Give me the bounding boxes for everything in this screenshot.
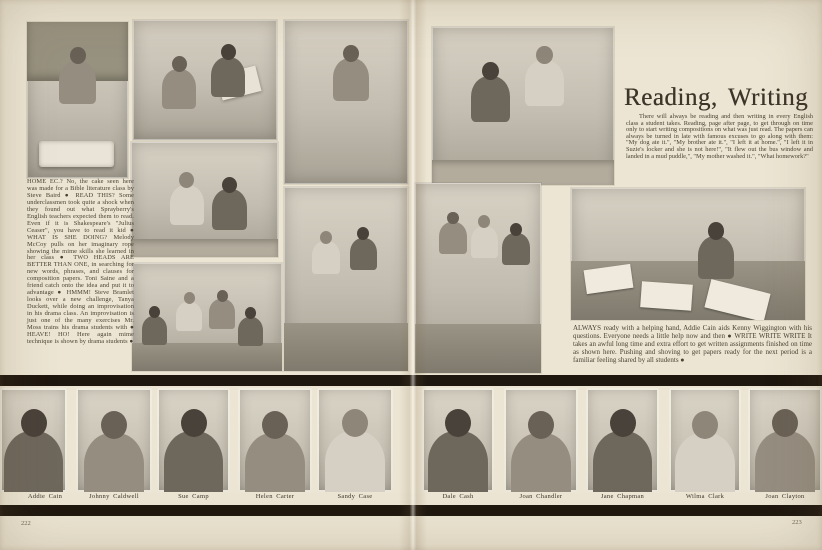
photo-students-writing bbox=[131, 142, 278, 257]
portrait-johnny-caldwell bbox=[76, 388, 152, 492]
article-left-column: HOME EC.? No, the cake seen here was made for a Bible literature class by Steve Baird ● READ THIS? Some underclassmen took quite a shock when they found out what Sprayberry's English teachers expected them to read. Even if it is Shakespeare's "Julius Ceaser", you have to read it kid ● WHAT IS SHE DOING? Melody McCoy pulls on her imaginary rope showing the mime skills she learned in her class ● TWO HEADS ARE BETTER THAN ONE, in searching for new words, phrases, and clauses for composition papers. Toni Saine and a friend catch onto the idea and put it to advantage ● HMMM! Steve Bramlet looks over a new challenge, Tanya Duckett, while doing an improvisation in his drama class. An improvisation is just one of the many exercises Mr. Moss trains his drama students with ● HEAVE! HO! Here again mime technique is shown by drama students ● bbox=[27, 178, 134, 345]
photo-teacher-helping-student-hat bbox=[432, 27, 614, 185]
portrait-name: Wilma Clark bbox=[685, 493, 725, 500]
portrait-name: Johnny Caldwell bbox=[89, 493, 139, 500]
page-number-left: 222 bbox=[21, 520, 31, 527]
portrait-joan-chandler bbox=[504, 388, 578, 492]
photo-home-ec-cake bbox=[27, 22, 128, 178]
portrait-joan-clayton bbox=[748, 388, 822, 492]
photo-drama-class-chairs bbox=[132, 263, 282, 371]
bottom-divider-bar bbox=[0, 505, 822, 516]
desk-shape bbox=[432, 160, 614, 185]
portrait-name: Sandy Case bbox=[337, 493, 373, 500]
portrait-name: Addie Cain bbox=[27, 493, 63, 500]
portrait-name: Helen Carter bbox=[255, 493, 295, 500]
desk-shape bbox=[131, 239, 278, 257]
floor-shape bbox=[415, 324, 541, 373]
photo-students-in-line bbox=[415, 183, 541, 373]
portrait-wilma-clark bbox=[669, 388, 741, 492]
floor-shape bbox=[132, 343, 282, 371]
photo-caption: ALWAYS ready with a helping hand, Addie Cain aids Kenny Wiggington with his questions. Everyone needs a little help now and then ● WRITE WRITE WRITE It takes an awful long time and extra effort to get written assignments finished on time as shown here. Pushing and shoving to get papers ready for the next period is a familiar feeling shared by all students ● bbox=[573, 324, 812, 365]
intro-paragraph: There will always be reading and then writing in every English class a student takes. Reading, page after page, to get through on time only to start writing compositions on what was just read. The papers can always be turned in late with famous excuses to go along with them: "My dog ate it.", "My brother ate it.", "I left it at home.", "I left it in Suzie's locker and she is not here!", "It flew out the bus window and landed in a mud puddle,", "My mother washed it.", "What homework?" bbox=[626, 113, 813, 160]
portrait-name: Sue Camp bbox=[178, 493, 209, 500]
paper-shape bbox=[640, 281, 693, 311]
portrait-name: Dale Cash bbox=[442, 493, 474, 500]
photo-student-writing-on-floor bbox=[571, 188, 805, 320]
cake-shape bbox=[39, 141, 114, 168]
portrait-helen-carter bbox=[238, 388, 312, 492]
photo-students-reading bbox=[133, 20, 277, 140]
portrait-name: Jane Chapman bbox=[600, 493, 645, 500]
page-number-right: 223 bbox=[792, 519, 802, 526]
page-title: Reading, Writing bbox=[624, 84, 809, 111]
floor-shape bbox=[284, 323, 408, 371]
portrait-name: Joan Chandler bbox=[519, 493, 563, 500]
portrait-sue-camp bbox=[157, 388, 230, 492]
portrait-sandy-case bbox=[317, 388, 393, 492]
portrait-jane-chapman bbox=[586, 388, 659, 492]
photo-mime-practice bbox=[284, 187, 408, 371]
portrait-addie-cain bbox=[0, 388, 67, 492]
portrait-name: Joan Clayton bbox=[765, 493, 805, 500]
portrait-dale-cash bbox=[422, 388, 494, 492]
photo-girl-tiger-shirt bbox=[284, 20, 408, 184]
